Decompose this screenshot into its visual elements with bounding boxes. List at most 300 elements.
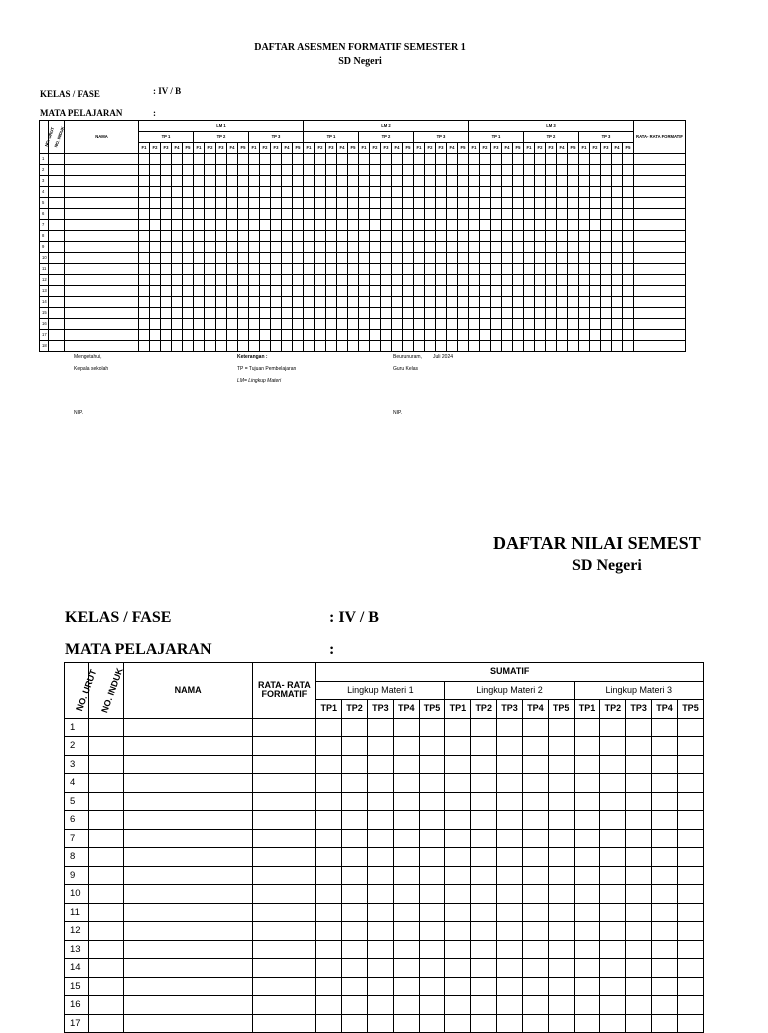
grade-cell[interactable] — [634, 286, 686, 297]
grade-cell[interactable] — [491, 165, 502, 176]
grade-cell[interactable] — [579, 297, 590, 308]
grade-cell[interactable] — [348, 231, 359, 242]
grade-cell[interactable] — [480, 253, 491, 264]
grade-cell[interactable] — [172, 176, 183, 187]
grade-cell[interactable] — [123, 996, 253, 1015]
grade-cell[interactable] — [535, 297, 546, 308]
grade-cell[interactable] — [253, 737, 316, 756]
grade-cell[interactable] — [469, 297, 480, 308]
grade-cell[interactable] — [249, 154, 260, 165]
grade-cell[interactable] — [403, 176, 414, 187]
grade-cell[interactable] — [612, 198, 623, 209]
grade-cell[interactable] — [271, 154, 282, 165]
grade-cell[interactable] — [623, 176, 634, 187]
grade-cell[interactable] — [150, 165, 161, 176]
grade-cell[interactable] — [393, 903, 419, 922]
grade-cell[interactable] — [392, 308, 403, 319]
grade-cell[interactable] — [652, 977, 678, 996]
grade-cell[interactable] — [326, 330, 337, 341]
grade-cell[interactable] — [205, 264, 216, 275]
grade-cell[interactable] — [626, 885, 652, 904]
grade-cell[interactable] — [513, 330, 524, 341]
grade-cell[interactable] — [513, 308, 524, 319]
grade-cell[interactable] — [49, 209, 65, 220]
grade-cell[interactable] — [238, 308, 249, 319]
grade-cell[interactable] — [480, 231, 491, 242]
grade-cell[interactable] — [579, 231, 590, 242]
grade-cell[interactable] — [194, 176, 205, 187]
grade-cell[interactable] — [205, 176, 216, 187]
grade-cell[interactable] — [139, 330, 150, 341]
grade-cell[interactable] — [557, 253, 568, 264]
grade-cell[interactable] — [139, 264, 150, 275]
grade-cell[interactable] — [414, 242, 425, 253]
grade-cell[interactable] — [414, 264, 425, 275]
grade-cell[interactable] — [480, 209, 491, 220]
grade-cell[interactable] — [419, 903, 445, 922]
grade-cell[interactable] — [497, 792, 523, 811]
grade-cell[interactable] — [271, 231, 282, 242]
grade-cell[interactable] — [502, 253, 513, 264]
grade-cell[interactable] — [381, 341, 392, 352]
grade-cell[interactable] — [574, 774, 600, 793]
grade-cell[interactable] — [216, 187, 227, 198]
grade-cell[interactable] — [458, 319, 469, 330]
grade-cell[interactable] — [557, 341, 568, 352]
grade-cell[interactable] — [491, 286, 502, 297]
grade-cell[interactable] — [183, 297, 194, 308]
grade-cell[interactable] — [271, 264, 282, 275]
grade-cell[interactable] — [282, 264, 293, 275]
grade-cell[interactable] — [445, 848, 471, 867]
grade-cell[interactable] — [216, 319, 227, 330]
grade-cell[interactable] — [253, 718, 316, 737]
grade-cell[interactable] — [393, 774, 419, 793]
grade-cell[interactable] — [445, 922, 471, 941]
grade-cell[interactable] — [183, 209, 194, 220]
grade-cell[interactable] — [89, 996, 123, 1015]
grade-cell[interactable] — [677, 848, 703, 867]
grade-cell[interactable] — [574, 1014, 600, 1033]
grade-cell[interactable] — [677, 959, 703, 978]
grade-cell[interactable] — [227, 253, 238, 264]
grade-cell[interactable] — [393, 996, 419, 1015]
grade-cell[interactable] — [414, 253, 425, 264]
grade-cell[interactable] — [370, 176, 381, 187]
grade-cell[interactable] — [216, 286, 227, 297]
grade-cell[interactable] — [216, 154, 227, 165]
grade-cell[interactable] — [471, 903, 497, 922]
grade-cell[interactable] — [458, 154, 469, 165]
grade-cell[interactable] — [626, 718, 652, 737]
grade-cell[interactable] — [677, 1014, 703, 1033]
grade-cell[interactable] — [392, 286, 403, 297]
grade-cell[interactable] — [282, 176, 293, 187]
grade-cell[interactable] — [600, 940, 626, 959]
grade-cell[interactable] — [548, 737, 574, 756]
grade-cell[interactable] — [392, 209, 403, 220]
grade-cell[interactable] — [316, 922, 342, 941]
grade-cell[interactable] — [612, 242, 623, 253]
grade-cell[interactable] — [574, 885, 600, 904]
grade-cell[interactable] — [447, 198, 458, 209]
grade-cell[interactable] — [342, 792, 368, 811]
grade-cell[interactable] — [49, 341, 65, 352]
grade-cell[interactable] — [425, 297, 436, 308]
grade-cell[interactable] — [381, 176, 392, 187]
grade-cell[interactable] — [161, 330, 172, 341]
grade-cell[interactable] — [590, 319, 601, 330]
grade-cell[interactable] — [304, 341, 315, 352]
grade-cell[interactable] — [293, 165, 304, 176]
grade-cell[interactable] — [238, 176, 249, 187]
grade-cell[interactable] — [271, 297, 282, 308]
grade-cell[interactable] — [65, 198, 139, 209]
grade-cell[interactable] — [216, 176, 227, 187]
grade-cell[interactable] — [601, 341, 612, 352]
grade-cell[interactable] — [348, 187, 359, 198]
grade-cell[interactable] — [535, 231, 546, 242]
grade-cell[interactable] — [513, 319, 524, 330]
grade-cell[interactable] — [634, 231, 686, 242]
grade-cell[interactable] — [123, 922, 253, 941]
grade-cell[interactable] — [414, 297, 425, 308]
grade-cell[interactable] — [392, 220, 403, 231]
grade-cell[interactable] — [342, 811, 368, 830]
grade-cell[interactable] — [579, 286, 590, 297]
grade-cell[interactable] — [139, 176, 150, 187]
grade-cell[interactable] — [393, 1014, 419, 1033]
grade-cell[interactable] — [260, 231, 271, 242]
grade-cell[interactable] — [623, 286, 634, 297]
grade-cell[interactable] — [626, 811, 652, 830]
grade-cell[interactable] — [271, 198, 282, 209]
grade-cell[interactable] — [194, 209, 205, 220]
grade-cell[interactable] — [568, 264, 579, 275]
grade-cell[interactable] — [161, 253, 172, 264]
grade-cell[interactable] — [304, 165, 315, 176]
grade-cell[interactable] — [205, 231, 216, 242]
grade-cell[interactable] — [249, 231, 260, 242]
grade-cell[interactable] — [447, 319, 458, 330]
grade-cell[interactable] — [381, 319, 392, 330]
grade-cell[interactable] — [392, 231, 403, 242]
grade-cell[interactable] — [535, 176, 546, 187]
grade-cell[interactable] — [469, 308, 480, 319]
grade-cell[interactable] — [253, 959, 316, 978]
grade-cell[interactable] — [282, 231, 293, 242]
grade-cell[interactable] — [381, 198, 392, 209]
grade-cell[interactable] — [172, 330, 183, 341]
grade-cell[interactable] — [491, 341, 502, 352]
grade-cell[interactable] — [183, 220, 194, 231]
grade-cell[interactable] — [502, 242, 513, 253]
grade-cell[interactable] — [579, 330, 590, 341]
grade-cell[interactable] — [677, 940, 703, 959]
grade-cell[interactable] — [403, 319, 414, 330]
grade-cell[interactable] — [574, 903, 600, 922]
grade-cell[interactable] — [326, 220, 337, 231]
grade-cell[interactable] — [548, 977, 574, 996]
grade-cell[interactable] — [315, 165, 326, 176]
grade-cell[interactable] — [249, 341, 260, 352]
grade-cell[interactable] — [469, 198, 480, 209]
grade-cell[interactable] — [249, 253, 260, 264]
grade-cell[interactable] — [548, 922, 574, 941]
grade-cell[interactable] — [535, 286, 546, 297]
grade-cell[interactable] — [326, 308, 337, 319]
grade-cell[interactable] — [677, 718, 703, 737]
grade-cell[interactable] — [612, 231, 623, 242]
grade-cell[interactable] — [436, 242, 447, 253]
grade-cell[interactable] — [348, 330, 359, 341]
grade-cell[interactable] — [445, 866, 471, 885]
grade-cell[interactable] — [392, 187, 403, 198]
grade-cell[interactable] — [524, 165, 535, 176]
grade-cell[interactable] — [293, 154, 304, 165]
grade-cell[interactable] — [419, 718, 445, 737]
grade-cell[interactable] — [469, 341, 480, 352]
grade-cell[interactable] — [419, 922, 445, 941]
grade-cell[interactable] — [89, 718, 123, 737]
grade-cell[interactable] — [445, 774, 471, 793]
grade-cell[interactable] — [253, 774, 316, 793]
grade-cell[interactable] — [282, 286, 293, 297]
grade-cell[interactable] — [491, 176, 502, 187]
grade-cell[interactable] — [393, 848, 419, 867]
grade-cell[interactable] — [139, 231, 150, 242]
grade-cell[interactable] — [557, 275, 568, 286]
grade-cell[interactable] — [271, 220, 282, 231]
grade-cell[interactable] — [546, 187, 557, 198]
grade-cell[interactable] — [260, 187, 271, 198]
grade-cell[interactable] — [557, 165, 568, 176]
grade-cell[interactable] — [491, 297, 502, 308]
grade-cell[interactable] — [260, 220, 271, 231]
grade-cell[interactable] — [419, 977, 445, 996]
grade-cell[interactable] — [89, 885, 123, 904]
grade-cell[interactable] — [502, 198, 513, 209]
grade-cell[interactable] — [568, 209, 579, 220]
grade-cell[interactable] — [436, 319, 447, 330]
grade-cell[interactable] — [194, 297, 205, 308]
grade-cell[interactable] — [419, 996, 445, 1015]
grade-cell[interactable] — [491, 253, 502, 264]
grade-cell[interactable] — [502, 154, 513, 165]
grade-cell[interactable] — [590, 341, 601, 352]
grade-cell[interactable] — [471, 885, 497, 904]
grade-cell[interactable] — [304, 308, 315, 319]
grade-cell[interactable] — [123, 940, 253, 959]
grade-cell[interactable] — [282, 319, 293, 330]
grade-cell[interactable] — [150, 187, 161, 198]
grade-cell[interactable] — [49, 198, 65, 209]
grade-cell[interactable] — [600, 792, 626, 811]
grade-cell[interactable] — [392, 242, 403, 253]
grade-cell[interactable] — [359, 308, 370, 319]
grade-cell[interactable] — [381, 242, 392, 253]
grade-cell[interactable] — [471, 755, 497, 774]
grade-cell[interactable] — [574, 737, 600, 756]
grade-cell[interactable] — [123, 811, 253, 830]
grade-cell[interactable] — [326, 341, 337, 352]
grade-cell[interactable] — [574, 718, 600, 737]
grade-cell[interactable] — [150, 253, 161, 264]
grade-cell[interactable] — [652, 737, 678, 756]
grade-cell[interactable] — [271, 286, 282, 297]
grade-cell[interactable] — [626, 774, 652, 793]
grade-cell[interactable] — [471, 866, 497, 885]
grade-cell[interactable] — [419, 755, 445, 774]
grade-cell[interactable] — [491, 308, 502, 319]
grade-cell[interactable] — [227, 319, 238, 330]
grade-cell[interactable] — [150, 297, 161, 308]
grade-cell[interactable] — [194, 187, 205, 198]
grade-cell[interactable] — [359, 187, 370, 198]
grade-cell[interactable] — [150, 198, 161, 209]
grade-cell[interactable] — [342, 718, 368, 737]
grade-cell[interactable] — [293, 264, 304, 275]
grade-cell[interactable] — [403, 264, 414, 275]
grade-cell[interactable] — [403, 187, 414, 198]
grade-cell[interactable] — [370, 297, 381, 308]
grade-cell[interactable] — [458, 286, 469, 297]
grade-cell[interactable] — [271, 187, 282, 198]
grade-cell[interactable] — [392, 341, 403, 352]
grade-cell[interactable] — [419, 774, 445, 793]
grade-cell[interactable] — [601, 176, 612, 187]
grade-cell[interactable] — [315, 330, 326, 341]
grade-cell[interactable] — [393, 755, 419, 774]
grade-cell[interactable] — [623, 319, 634, 330]
grade-cell[interactable] — [513, 231, 524, 242]
grade-cell[interactable] — [568, 253, 579, 264]
grade-cell[interactable] — [535, 165, 546, 176]
grade-cell[interactable] — [293, 308, 304, 319]
grade-cell[interactable] — [359, 319, 370, 330]
grade-cell[interactable] — [445, 811, 471, 830]
grade-cell[interactable] — [183, 319, 194, 330]
grade-cell[interactable] — [205, 165, 216, 176]
grade-cell[interactable] — [445, 977, 471, 996]
grade-cell[interactable] — [393, 959, 419, 978]
grade-cell[interactable] — [579, 253, 590, 264]
grade-cell[interactable] — [574, 848, 600, 867]
grade-cell[interactable] — [502, 187, 513, 198]
grade-cell[interactable] — [590, 297, 601, 308]
grade-cell[interactable] — [370, 286, 381, 297]
grade-cell[interactable] — [557, 231, 568, 242]
grade-cell[interactable] — [348, 297, 359, 308]
grade-cell[interactable] — [546, 242, 557, 253]
grade-cell[interactable] — [367, 922, 393, 941]
grade-cell[interactable] — [123, 903, 253, 922]
grade-cell[interactable] — [469, 264, 480, 275]
grade-cell[interactable] — [367, 977, 393, 996]
grade-cell[interactable] — [359, 198, 370, 209]
grade-cell[interactable] — [367, 885, 393, 904]
grade-cell[interactable] — [49, 154, 65, 165]
grade-cell[interactable] — [524, 253, 535, 264]
grade-cell[interactable] — [316, 792, 342, 811]
grade-cell[interactable] — [502, 220, 513, 231]
grade-cell[interactable] — [238, 341, 249, 352]
grade-cell[interactable] — [626, 737, 652, 756]
grade-cell[interactable] — [419, 1014, 445, 1033]
grade-cell[interactable] — [568, 242, 579, 253]
grade-cell[interactable] — [271, 253, 282, 264]
grade-cell[interactable] — [123, 755, 253, 774]
grade-cell[interactable] — [123, 866, 253, 885]
grade-cell[interactable] — [458, 165, 469, 176]
grade-cell[interactable] — [568, 275, 579, 286]
grade-cell[interactable] — [260, 253, 271, 264]
grade-cell[interactable] — [316, 811, 342, 830]
grade-cell[interactable] — [393, 940, 419, 959]
grade-cell[interactable] — [548, 792, 574, 811]
grade-cell[interactable] — [414, 286, 425, 297]
grade-cell[interactable] — [392, 275, 403, 286]
grade-cell[interactable] — [293, 330, 304, 341]
grade-cell[interactable] — [548, 959, 574, 978]
grade-cell[interactable] — [445, 737, 471, 756]
grade-cell[interactable] — [414, 231, 425, 242]
grade-cell[interactable] — [260, 165, 271, 176]
grade-cell[interactable] — [419, 792, 445, 811]
grade-cell[interactable] — [535, 341, 546, 352]
grade-cell[interactable] — [315, 308, 326, 319]
grade-cell[interactable] — [403, 330, 414, 341]
grade-cell[interactable] — [403, 198, 414, 209]
grade-cell[interactable] — [445, 959, 471, 978]
grade-cell[interactable] — [497, 977, 523, 996]
grade-cell[interactable] — [282, 187, 293, 198]
grade-cell[interactable] — [359, 286, 370, 297]
grade-cell[interactable] — [367, 1014, 393, 1033]
grade-cell[interactable] — [513, 242, 524, 253]
grade-cell[interactable] — [238, 253, 249, 264]
grade-cell[interactable] — [65, 176, 139, 187]
grade-cell[interactable] — [381, 165, 392, 176]
grade-cell[interactable] — [253, 940, 316, 959]
grade-cell[interactable] — [253, 755, 316, 774]
grade-cell[interactable] — [316, 774, 342, 793]
grade-cell[interactable] — [590, 242, 601, 253]
grade-cell[interactable] — [403, 341, 414, 352]
grade-cell[interactable] — [282, 308, 293, 319]
grade-cell[interactable] — [348, 253, 359, 264]
grade-cell[interactable] — [337, 220, 348, 231]
grade-cell[interactable] — [447, 209, 458, 220]
grade-cell[interactable] — [612, 330, 623, 341]
grade-cell[interactable] — [348, 308, 359, 319]
grade-cell[interactable] — [260, 154, 271, 165]
grade-cell[interactable] — [600, 1014, 626, 1033]
grade-cell[interactable] — [522, 903, 548, 922]
grade-cell[interactable] — [161, 242, 172, 253]
grade-cell[interactable] — [304, 209, 315, 220]
grade-cell[interactable] — [522, 996, 548, 1015]
grade-cell[interactable] — [419, 737, 445, 756]
grade-cell[interactable] — [271, 242, 282, 253]
grade-cell[interactable] — [392, 330, 403, 341]
grade-cell[interactable] — [282, 165, 293, 176]
grade-cell[interactable] — [574, 755, 600, 774]
grade-cell[interactable] — [652, 829, 678, 848]
grade-cell[interactable] — [497, 829, 523, 848]
grade-cell[interactable] — [65, 253, 139, 264]
grade-cell[interactable] — [458, 187, 469, 198]
